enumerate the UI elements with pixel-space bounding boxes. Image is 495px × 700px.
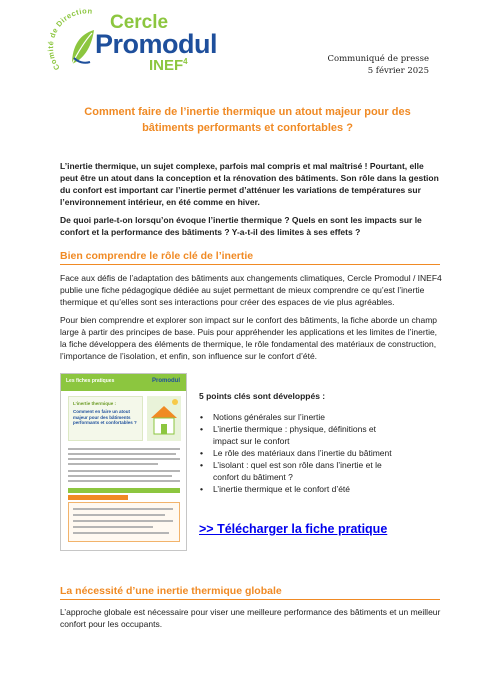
list-item: • Le rôle des matériaux dans l’inertie du bâtiment — [199, 447, 399, 459]
house-illustration-icon — [147, 396, 181, 441]
section-2-divider — [60, 599, 440, 600]
key-points-title: 5 points clés sont développés : — [199, 391, 326, 401]
thumbnail-text-line — [68, 463, 158, 465]
thumbnail-title-card: L’inertie thermique : Comment en faire un atout majeur pour des bâtiments performants et confortables ? — [68, 396, 143, 441]
thumbnail-text-line — [68, 470, 180, 472]
intro-paragraph-2: De quoi parle-t-on lorsqu’on évoque l’inertie thermique ? Quels en sont les impacts sur le confort et la performance des bâtiments ? Y-a-t-il des limites à ses effets ? — [60, 215, 422, 237]
thumbnail-text-line — [68, 453, 176, 455]
thumbnail-text-line — [68, 448, 180, 450]
logo-cercle-text: Cercle — [110, 12, 169, 33]
section-1-title: Bien comprendre le rôle clé de l’inertie — [60, 250, 254, 262]
thumbnail-section-bar — [68, 488, 180, 493]
section-1-paragraph-2: Pour bien comprendre et explorer son impact sur le confort des bâtiments, la fiche aborde un champ large à partir des principes de base. Puis pour appréhender les applications et les limites de l’inertie, la fiche développera des éléments de thermique, le rôle fondamental des matériaux de construction, l’importance de l’isolation, et enfin, son influence sur le confort d’été. — [60, 315, 438, 361]
intro-paragraph-1: L’inertie thermique, un sujet complexe, parfois mal compris et mal maîtrisé ! Pourtant, elle peut être un atout dans la conception et la rénovation des bâtiments. Son rôle dans la gestion du confort est important car l’inertie permet d’atténuer les variations de températures sur l’environnement intérieur, en été comme en hiver. — [60, 161, 439, 207]
svg-text:Comité de Direction: Comité de Direction — [46, 6, 94, 72]
section-1-divider — [60, 264, 440, 265]
thumbnail-logo: Promodul — [152, 378, 180, 384]
list-item: • Notions générales sur l’inertie — [199, 411, 399, 423]
leaf-icon — [68, 28, 98, 68]
section-1-body — [60, 272, 442, 368]
thumbnail-text-line — [68, 480, 180, 482]
fiche-pratique-thumbnail[interactable] — [60, 373, 187, 551]
intro-section — [60, 160, 440, 244]
thumbnail-text-line — [68, 475, 172, 477]
press-label: Communiqué de presse — [327, 54, 429, 64]
thumbnail-text-line — [68, 458, 180, 460]
logo-inef-text: INEF$^4$ — [149, 57, 188, 74]
press-date: 5 février 2025 — [367, 66, 429, 76]
download-fiche-link[interactable]: >> Télécharger la fiche pratique — [199, 522, 388, 536]
list-item: • L’isolant : quel est son rôle dans l’inertie et le confort du bâtiment ? — [199, 459, 399, 483]
section-1-paragraph-1: Face aux défis de l’adaptation des bâtiments aux changements climatiques, Cercle Promodul / INEF4 publie une fiche pédagogique dédiée au sujet permettant de mieux comprendre ce qu’est l’inertie thermique et qu’elles sont ses interactions pour créer des espaces de vie plus agréables. — [60, 273, 442, 307]
list-item: • L’inertie thermique : physique, définitions et impact sur le confort — [199, 423, 399, 447]
page-headline: Comment faire de l’inertie thermique un atout majeur pour des bâtiments performants et confortables ? — [84, 106, 411, 134]
section-2-paragraph-1: L’approche globale est nécessaire pour viser une meilleure performance des bâtiments et un meilleur confort pour les occupants. — [60, 607, 441, 629]
press-release-header — [327, 53, 429, 77]
key-points-list — [199, 411, 399, 495]
list-item: • L’inertie thermique et le confort d’été — [199, 483, 399, 495]
thumbnail-subsection-bar — [68, 495, 128, 500]
cercle-promodul-logo — [30, 6, 215, 78]
thumbnail-info-box — [68, 502, 180, 542]
section-2-title: La nécessité d’une inertie thermique globale — [60, 585, 282, 597]
logo-promodul-text: Promodul — [95, 29, 217, 59]
thumbnail-header-band: Les fiches pratiques — [61, 374, 186, 391]
